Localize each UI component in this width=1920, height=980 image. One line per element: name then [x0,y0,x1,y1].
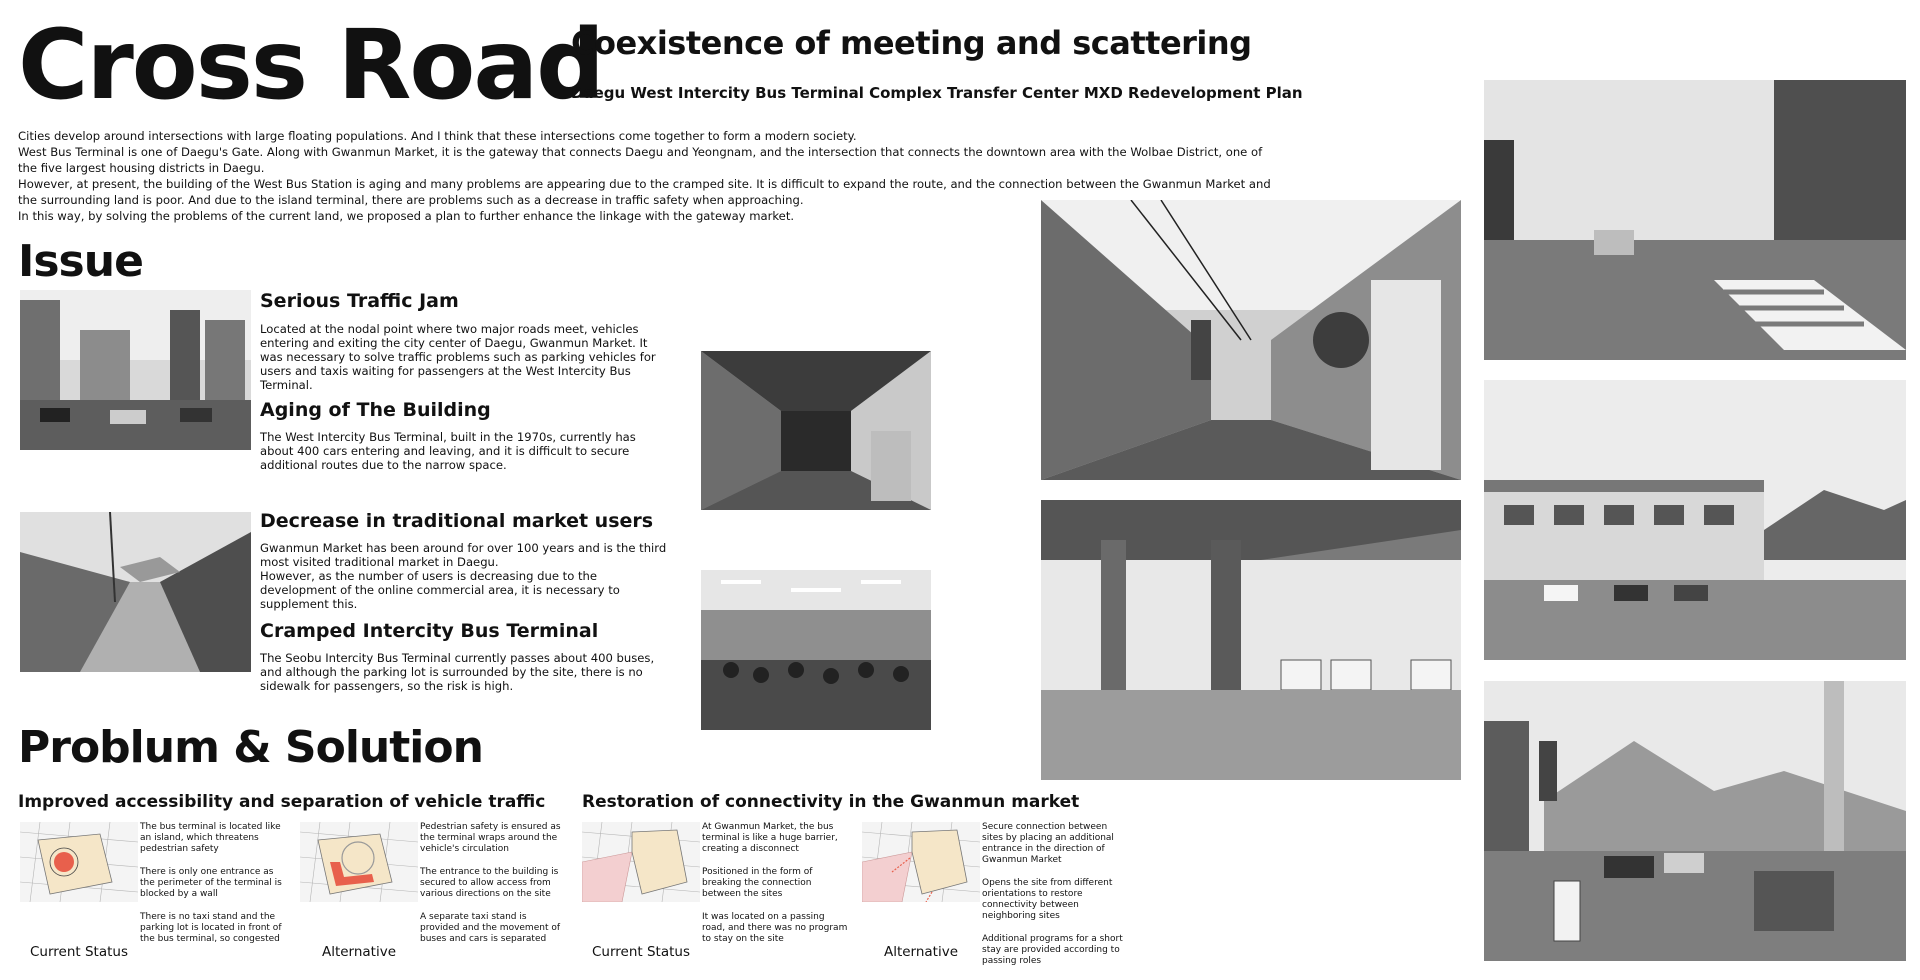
solution-note: There is only one entrance as the perimeter of the terminal is blocked by a wall [140,867,282,899]
diagram-label: Alternative [321,944,397,960]
intro-paragraph: However, at present, the building of the West Bus Station is aging and many problems are appearing due to the cramped site. It is difficult to expand the route, and the connection between the Gwanmun Market and the surrounding land is poor. And due to the island terminal, there are problems such as a decrease in traffic safety when approaching. [18,177,1271,207]
solution-note: Opens the site from different orientations to restore connectivity between neighboring sites [982,878,1113,921]
bus-platform-photo [1041,500,1461,780]
alternative-site-diagram [300,822,418,902]
solution-note: Pedestrian safety is ensured as the terminal wraps around the vehicle's circulation [420,822,561,854]
old-alley-photo [1041,200,1461,480]
solution-note: Additional programs for a short stay are provided according to passing roles [982,934,1123,966]
problem-heading: Problum & Solution [18,722,483,773]
solution-heading: Improved accessibility and separation of vehicle traffic [18,792,546,812]
solution-note: It was located on a passing road, and there was no program to stay on the site [702,912,848,944]
solution-notes [702,822,850,957]
traffic-street-photo [20,290,251,450]
issue-body: Gwanmun Market has been around for over 100 years and is the third most visited traditional market in Daegu. However, as the number of users is decreasing due to the development of the online commercial area, it is necessary to supplement this. [260,541,667,611]
market-street-photo [20,512,251,672]
solution-note: At Gwanmun Market, the bus terminal is like a huge barrier, creating a disconnect [702,822,838,854]
issue-body: The West Intercity Bus Terminal, built in the 1970s, currently has about 400 cars entering and leaving, and it is difficult to secure additional routes due to the narrow space. [260,430,636,472]
diagram-label: Alternative [883,944,959,960]
crosswalk-street-photo [1484,80,1906,360]
intro-paragraph: Cities develop around intersections with large floating populations. And I think that these intersections come together to form a modern society. [18,129,857,143]
issue-body: Located at the nodal point where two major roads meet, vehicles entering and exiting the city center of Daegu, Gwanmun Market. It was necessary to solve traffic problems such as parking vehicles for users and taxis waiting for passengers at the West Intercity Bus Terminal. [260,322,656,392]
issue-heading: Issue [18,236,143,287]
issue-body: The Seobu Intercity Bus Terminal currently passes about 400 buses, and although the parking lot is surrounded by the site, there is no sidewalk for passengers, so the risk is high. [260,651,655,693]
market-current-diagram [582,822,700,902]
intro-paragraph: In this way, by solving the problems of the current land, we proposed a plan to further enhance the linkage with the gateway market. [18,209,795,223]
solution-note: Secure connection between sites by placing an additional entrance in the direction of Gwanmun Market [982,822,1114,865]
diagram-label: Current Status [29,944,128,960]
issue-title: Decrease in traditional market users [260,510,654,532]
issue-title: Aging of The Building [260,399,491,421]
issue-title: Cramped Intercity Bus Terminal [260,620,599,642]
solution-notes [140,822,288,957]
issue-title: Serious Traffic Jam [260,290,459,312]
terminal-building-photo [1484,380,1906,660]
waiting-room-photo [701,570,931,730]
subtitle: Coexistence of meeting and scattering [571,24,1252,62]
solution-heading: Restoration of connectivity in the Gwanmun market [582,792,1080,812]
solution-note: The bus terminal is located like an island, which threatens pedestrian safety [140,822,281,854]
solution-note: There is no taxi stand and the parking lot is located in front of the bus terminal, so congested [140,912,282,944]
intro-paragraph: West Bus Terminal is one of Daegu's Gate. Along with Gwanmun Market, it is the gateway that connects Daegu and Yeongnam, and the intersection that connects the downtown area with the Wolbae District, one of the five largest housing districts in Daegu. [18,145,1263,175]
solution-note: Positioned in the form of breaking the connection between the sites [702,867,813,899]
solution-note: A separate taxi stand is provided and the movement of buses and cars is separated [420,912,561,944]
main-title: Cross Road [18,9,603,121]
project-name: Daegu West Intercity Bus Terminal Complex Transfer Center MXD Redevelopment Plan [571,84,1303,102]
current-site-diagram [20,822,138,902]
solution-notes [420,822,568,957]
market-alternative-diagram [862,822,980,902]
solution-notes [982,822,1130,979]
diagram-label: Current Status [591,944,690,960]
market-alley-photo [701,351,931,510]
market-entrance-photo [1484,681,1906,961]
solution-note: The entrance to the building is secured to allow access from various directions on the site [420,867,559,899]
